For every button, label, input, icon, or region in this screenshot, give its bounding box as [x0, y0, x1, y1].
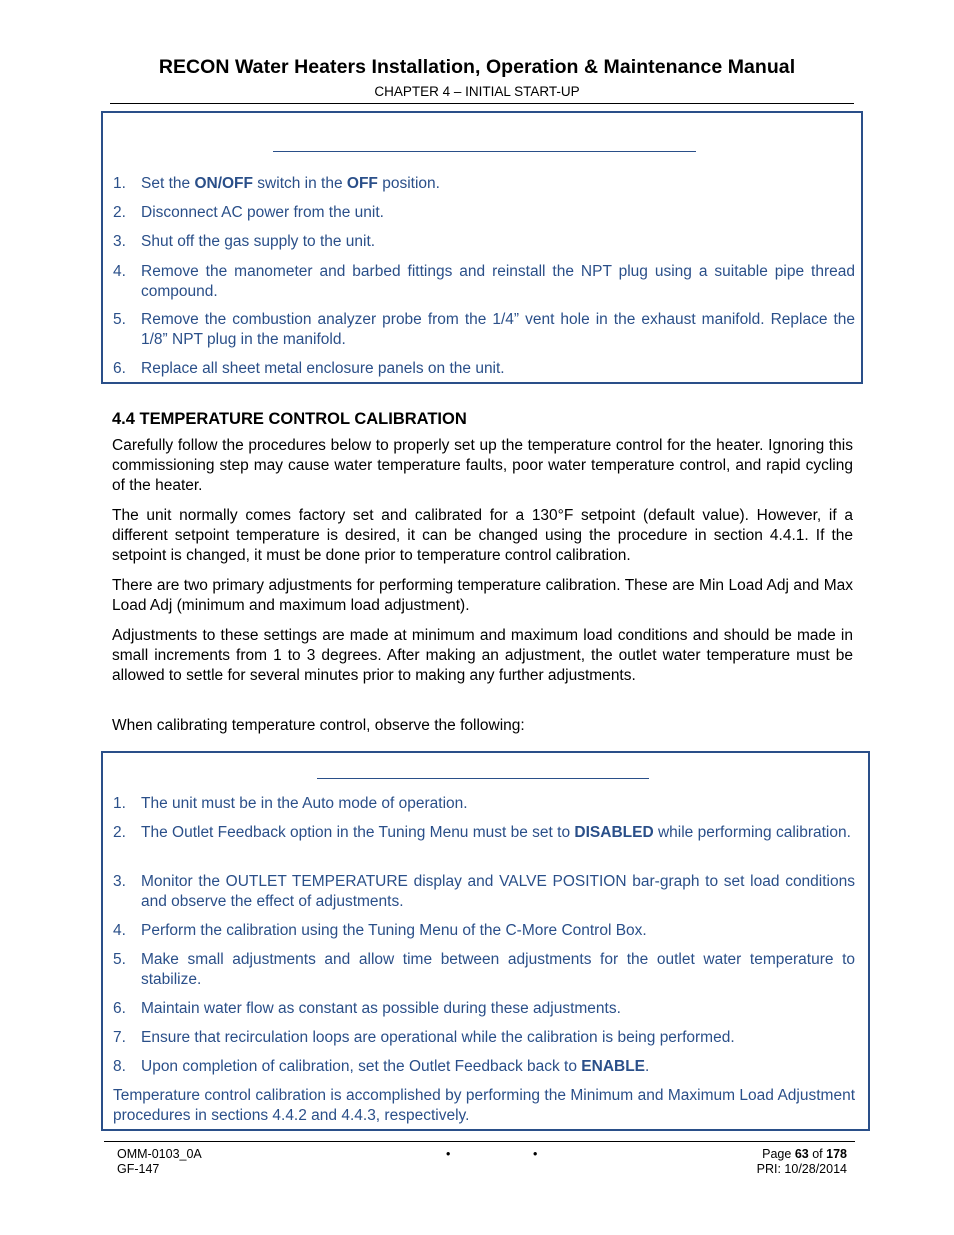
footer-bullet: •: [533, 1147, 538, 1161]
list-item-text: [141, 204, 384, 221]
section-paragraph: The unit normally comes factory set and calibrated for a 130°F setpoint (default value). However, if a different setpoint temperature is desired, it can be changed using the procedure in section 4.4.1. If the setpoint is changed, it must be done prior to temperature control calibration.: [112, 507, 853, 564]
list-text-run: Disconnect AC power from the unit.: [141, 204, 384, 221]
header-rule: [110, 103, 854, 104]
list-item-number: 7.: [113, 1029, 126, 1046]
calibration-notes-list: [113, 753, 855, 1129]
list-text-run: The unit must be in the Auto mode of operation.: [141, 795, 468, 812]
pri-date: PRI: 10/28/2014: [756, 1162, 847, 1176]
list-item-text: [141, 311, 855, 348]
page-indicator: [762, 1147, 847, 1162]
list-item-text: [141, 1000, 621, 1017]
list-text-run: Shut off the gas supply to the unit.: [141, 233, 376, 250]
emphasis-text: DISABLED: [574, 824, 654, 841]
list-item: [113, 950, 855, 989]
gf-number: GF-147: [117, 1162, 160, 1176]
list-item-number: 1.: [113, 175, 126, 192]
emphasis-text: ON/OFF: [194, 175, 253, 192]
list-item-number: 3.: [113, 873, 126, 890]
list-item-number: 6.: [113, 360, 126, 377]
list-text-run: Perform the calibration using the Tuning Menu of the C-More Control Box.: [141, 922, 647, 939]
list-text-run: switch in the: [253, 175, 347, 192]
list-item: [113, 823, 855, 843]
list-item-text: [141, 175, 440, 192]
list-item: [113, 203, 855, 223]
list-text-run: Replace all sheet metal enclosure panels on the unit.: [141, 360, 505, 377]
list-item: [113, 1057, 855, 1077]
list-item-number: 8.: [113, 1058, 126, 1075]
list-text-run: The Outlet Feedback option in the Tuning Menu must be set to: [141, 824, 575, 841]
list-item-number: 6.: [113, 1000, 126, 1017]
list-item: [113, 232, 855, 252]
chapter-subtitle: CHAPTER 4 – INITIAL START-UP: [374, 84, 580, 99]
shutdown-steps-list: [113, 113, 855, 382]
list-item-text: [141, 922, 647, 939]
list-item: [113, 310, 855, 349]
list-item: [113, 921, 855, 941]
list-item: [113, 794, 855, 814]
calibration-notes-box: [101, 751, 870, 1131]
shutdown-steps-box: [101, 111, 863, 384]
page-number: 63: [794, 1147, 809, 1161]
list-item: [113, 1028, 855, 1048]
calibration-closing-note: Temperature control calibration is accomplished by performing the Minimum and Maximum Load Adjustment procedures in sections 4.4.2 and 4.4.3, respectively.: [113, 1087, 855, 1124]
list-item-number: 5.: [113, 951, 126, 968]
footer-bullet: •: [446, 1147, 451, 1161]
list-item-number: 4.: [113, 263, 126, 280]
list-text-run: while performing calibration.: [653, 824, 851, 841]
list-item-text: [141, 795, 468, 812]
doc-number: OMM-0103_0A: [117, 1147, 202, 1161]
list-item-text: [141, 824, 851, 841]
list-item-number: 3.: [113, 233, 126, 250]
list-item: [113, 262, 855, 301]
list-item-number: 4.: [113, 922, 126, 939]
list-text-run: Set the: [141, 175, 195, 192]
list-item: [113, 872, 855, 911]
list-item-text: [141, 263, 855, 300]
list-item-text: [141, 873, 855, 910]
list-item-number: 2.: [113, 824, 126, 841]
page-total: 178: [826, 1147, 847, 1161]
section-heading: 4.4 TEMPERATURE CONTROL CALIBRATION: [112, 410, 467, 428]
section-paragraph: There are two primary adjustments for performing temperature calibration. These are Min Load Adj and Max Load Adj (minimum and maximum load adjustment).: [112, 577, 853, 614]
list-item: [113, 174, 855, 194]
list-item-text: [141, 1058, 649, 1075]
list-text-run: Ensure that recirculation loops are operational while the calibration is being performed.: [141, 1029, 735, 1046]
list-item-text: [141, 233, 375, 250]
emphasis-text: ENABLE: [581, 1058, 646, 1075]
page-of-label: of: [812, 1147, 823, 1161]
list-text-run: Maintain water flow as constant as possible during these adjustments.: [141, 1000, 621, 1017]
list-text-run: .: [645, 1058, 650, 1075]
list-item-number: 1.: [113, 795, 126, 812]
section-paragraph: When calibrating temperature control, observe the following:: [112, 717, 525, 734]
list-text-run: Remove the combustion analyzer probe from the 1/4” vent hole in the exhaust manifold. Replace the 1/8” NPT plug in the manifold.: [141, 311, 855, 348]
page-label: Page: [762, 1147, 792, 1161]
list-text-run: Monitor the OUTLET TEMPERATURE display and VALVE POSITION bar-graph to set load conditions and observe the effect of adjustments.: [141, 873, 855, 910]
list-text-run: Upon completion of calibration, set the Outlet Feedback back to: [141, 1058, 582, 1075]
list-item-text: [141, 360, 505, 377]
list-text-run: Remove the manometer and barbed fittings and reinstall the NPT plug using a suitable pipe thread compound.: [141, 263, 855, 300]
footer-rule: [104, 1141, 855, 1142]
list-item: [113, 359, 855, 379]
list-item-number: 5.: [113, 311, 126, 328]
section-paragraph: Adjustments to these settings are made at minimum and maximum load conditions and should be made in small increments from 1 to 3 degrees. After making an adjustment, the outlet water temperature must be allowed to settle for several minutes prior to making any further adjustments.: [112, 627, 853, 684]
list-text-run: position.: [377, 175, 440, 192]
section-paragraph: Carefully follow the procedures below to properly set up the temperature control for the heater. Ignoring this commissioning step may cause water temperature faults, poor water temperature control, and rapid cycling of the heater.: [112, 437, 853, 494]
list-item-text: [141, 951, 855, 988]
list-item: [113, 999, 855, 1019]
list-item-text: [141, 1029, 735, 1046]
emphasis-text: OFF: [346, 175, 378, 192]
list-item-number: 2.: [113, 204, 126, 221]
list-text-run: Make small adjustments and allow time between adjustments for the outlet water temperature to stabilize.: [141, 951, 855, 988]
page-title: RECON Water Heaters Installation, Operation & Maintenance Manual: [158, 56, 796, 78]
